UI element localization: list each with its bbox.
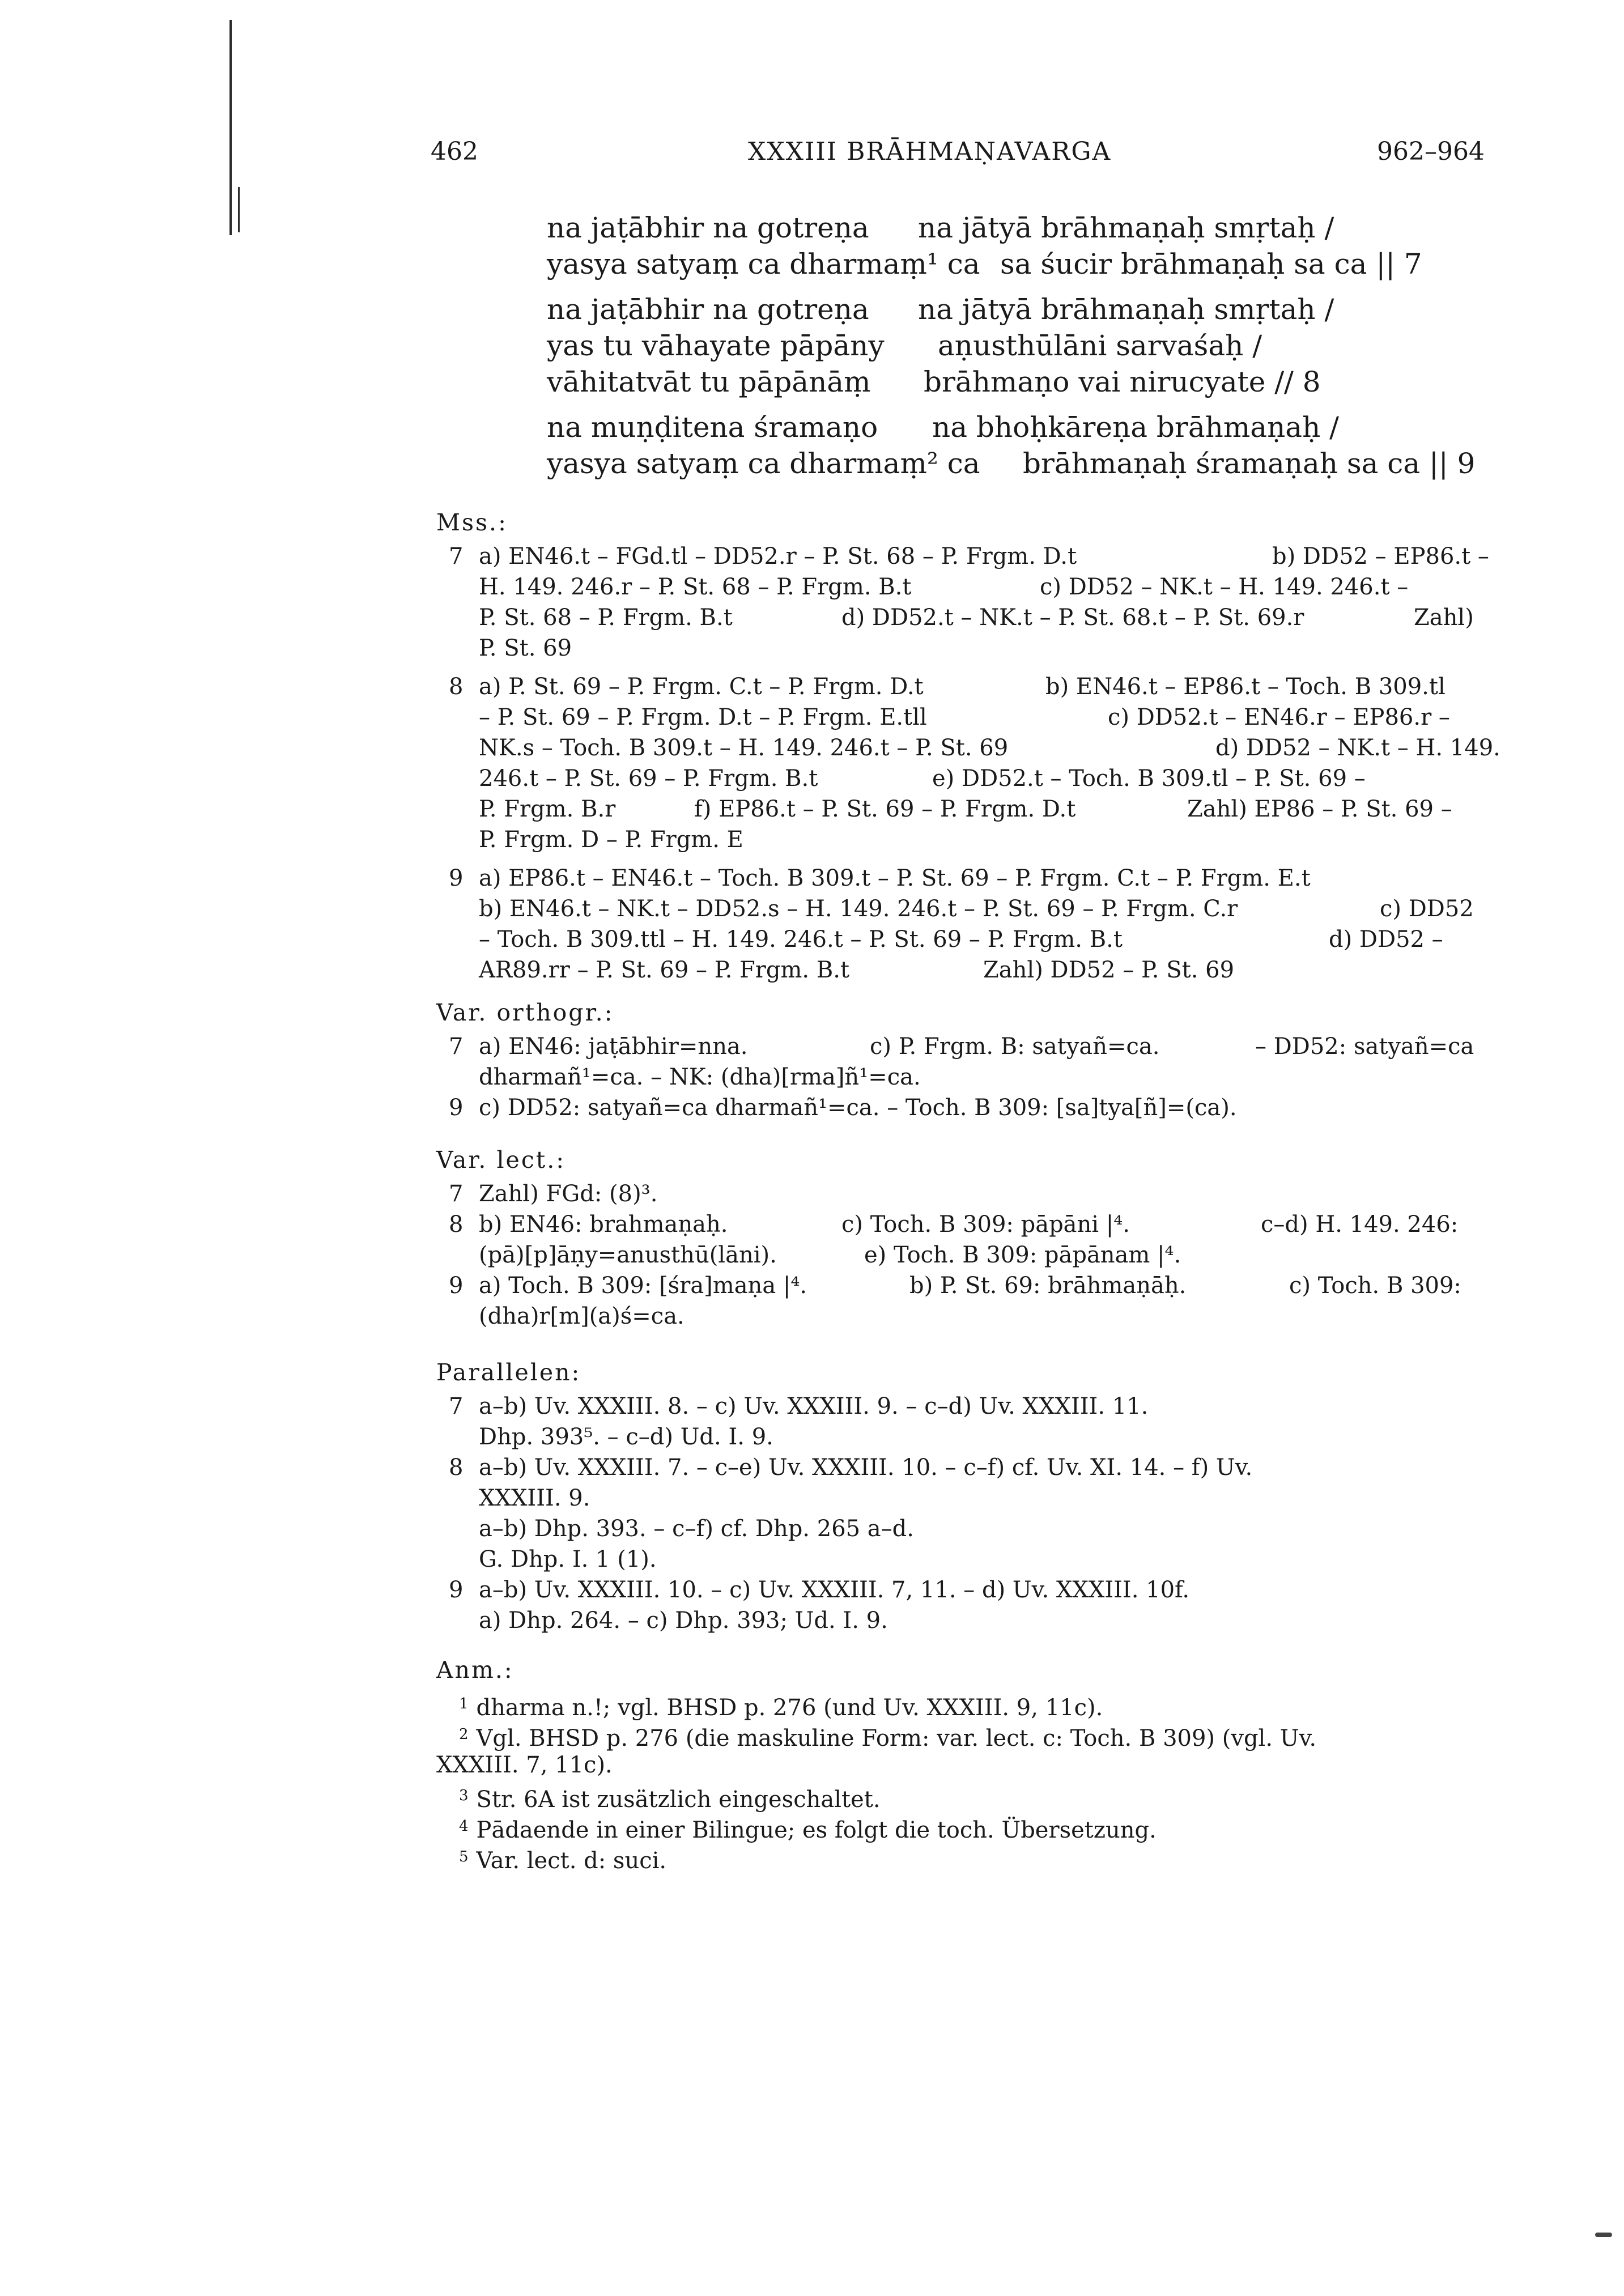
lect-entry-7: 7 Zahl) FGd: (8)³. [449, 1181, 658, 1207]
parallelen-section [436, 1357, 1490, 1636]
footnote-1: $^1$ dharma n.!; vgl. BHSD p. 276 (und Uv. XXXIII. 9, 11c). [459, 1695, 1103, 1721]
parallel-entry-9: 9 a–b) Uv. XXXIII. 10. – c) Uv. XXXIII. 7, 11. – d) Uv. XXXIII. 10f. a) Dhp. 264. – c) Dhp. 393; Ud. I. 9. [449, 1577, 1190, 1634]
footnote-2-cont: XXXIII. 7, 11c). [436, 1752, 613, 1778]
scan-edge-line [238, 187, 240, 232]
lect-entry-8: 8 b) EN46: brahmaṇaḥ. c) Toch. B 309: pāpāni |⁴. c–d) H. 149. 246: (pā)[p]āṇy=anusthū(lāni). e) Toch. B 309: pāpānam |⁴. [449, 1211, 1459, 1268]
section-heading: Anm.: [436, 1656, 514, 1683]
var-orthogr-section [436, 997, 1490, 1123]
page-number: 462 [431, 137, 478, 166]
footnote-5: $^5$ Var. lect. d: suci. [459, 1848, 667, 1874]
section-heading: Parallelen: [436, 1359, 581, 1386]
mss-entry-9: 9 a) EP86.t – EN46.t – Toch. B 309.t – P. St. 69 – P. Frgm. C.t – P. Frgm. E.t b) EN46.t – NK.t – DD52.s – H. 149. 246.t – P. St. 69 – P. Frgm. C.r c) DD52 – Toch. B 309.ttl – H. 149. 246.t – P. St. 69 – P. Frgm. B.t d) DD52 – AR89.rr – P. St. 69 – P. Frgm. B.t Zahl) DD52 – P. St. 69 [449, 865, 1474, 983]
verse-line: na jaṭābhir na gotreṇa na jātyā brāhmaṇaḥ smṛtaḥ / [547, 293, 1334, 326]
orthogr-entry-9: 9 c) DD52: satyañ=ca dharmañ¹=ca. – Toch. B 309: [sa]tya[ñ]=(ca). [449, 1095, 1237, 1121]
verse-line: yas tu vāhayate pāpāny aṇusthūlāni sarvaśaḥ / [547, 329, 1262, 362]
verse-block [547, 210, 1510, 482]
section-heading: Mss.: [436, 509, 508, 536]
verse-line: na jaṭābhir na gotreṇa na jātyā brāhmaṇaḥ smṛtaḥ / [547, 211, 1334, 244]
mss-section [436, 507, 1500, 985]
chapter-title: XXXIII BRĀHMAṆAVARGA [748, 137, 1112, 166]
verse-line: vāhitatvāt tu pāpānāṃ brāhmaṇo vai nirucyate // 8 [547, 365, 1321, 398]
lect-entry-9: 9 a) Toch. B 309: [śra]maṇa |⁴. b) P. St. 69: brāhmaṇāḥ. c) Toch. B 309: (dha)r[m](a)ś=ca. [449, 1273, 1461, 1329]
parallel-entry-8: 8 a–b) Uv. XXXIII. 7. – c–e) Uv. XXXIII. 10. – c–f) cf. Uv. XI. 14. – f) Uv. XXXIII. 9. a–b) Dhp. 393. – c–f) cf. Dhp. 265 a–d. G. Dhp. I. 1 (1). [449, 1455, 1253, 1572]
footnote-3: $^3$ Str. 6A ist zusätzlich eingeschaltet. [459, 1787, 881, 1813]
anm-section [436, 1655, 1490, 1872]
mss-entry-7: 7 a) EN46.t – FGd.tl – DD52.r – P. St. 68 – P. Frgm. D.t b) DD52 – EP86.t – H. 149. 246.r – P. St. 68 – P. Frgm. B.t c) DD52 – NK.t – H. 149. 246.t – P. St. 68 – P. Frgm. B.t d) DD52.t – NK.t – P. St. 68.t – P. St. 69.r Zahl) P. St. 69 [449, 543, 1489, 661]
verse-range: 962–964 [1377, 137, 1485, 166]
parallel-entry-7: 7 a–b) Uv. XXXIII. 8. – c) Uv. XXXIII. 9. – c–d) Uv. XXXIII. 11. Dhp. 393⁵. – c–d) Ud. I. 9. [449, 1393, 1149, 1450]
footnote-4: $^4$ Pādaende in einer Bilingue; es folgt die toch. Übersetzung. [459, 1817, 1157, 1843]
verse-line: na muṇḍitena śramaṇo na bhoḥkāreṇa brāhmaṇaḥ / [547, 411, 1340, 444]
running-header [431, 137, 1485, 177]
verse-line: yasya satyaṃ ca dharmaṃ² ca brāhmaṇaḥ śramaṇaḥ sa ca || 9 [547, 447, 1476, 480]
section-heading: Var. lect.: [436, 1146, 566, 1173]
section-heading: Var. orthogr.: [436, 999, 614, 1026]
scan-mark [1595, 2233, 1612, 2237]
orthogr-entry-7: 7 a) EN46: jaṭābhir=nna. c) P. Frgm. B: satyañ=ca. – DD52: satyañ=ca dharmañ¹=ca. – NK: (dha)[rma]ñ¹=ca. [449, 1034, 1474, 1090]
var-lect-section [436, 1145, 1490, 1332]
mss-entry-8: 8 a) P. St. 69 – P. Frgm. C.t – P. Frgm. D.t b) EN46.t – EP86.t – Toch. B 309.tl – P. St. 69 – P. Frgm. D.t – P. Frgm. E.tll c) DD52.t – EN46.r – EP86.r – NK.s – Toch. B 309.t – H. 149. 246.t – P. St. 69 d) DD52 – NK.t – H. 149. 246.t – P. St. 69 – P. Frgm. B.t e) DD52.t – Toch. B 309.tl – P. St. 69 – P. Frgm. B.r f) EP86.t – P. St. 69 – P. Frgm. D.t Zahl) EP86 – P. St. 69 – P. Frgm. D – P. Frgm. E [449, 674, 1500, 853]
verse-line: yasya satyaṃ ca dharmaṃ¹ ca sa śucir brāhmaṇaḥ sa ca || 7 [547, 248, 1422, 280]
scan-edge-line [229, 20, 232, 235]
footnote-2: $^2$ Vgl. BHSD p. 276 (die maskuline Form: var. lect. c: Toch. B 309) (vgl. Uv. [459, 1725, 1317, 1751]
